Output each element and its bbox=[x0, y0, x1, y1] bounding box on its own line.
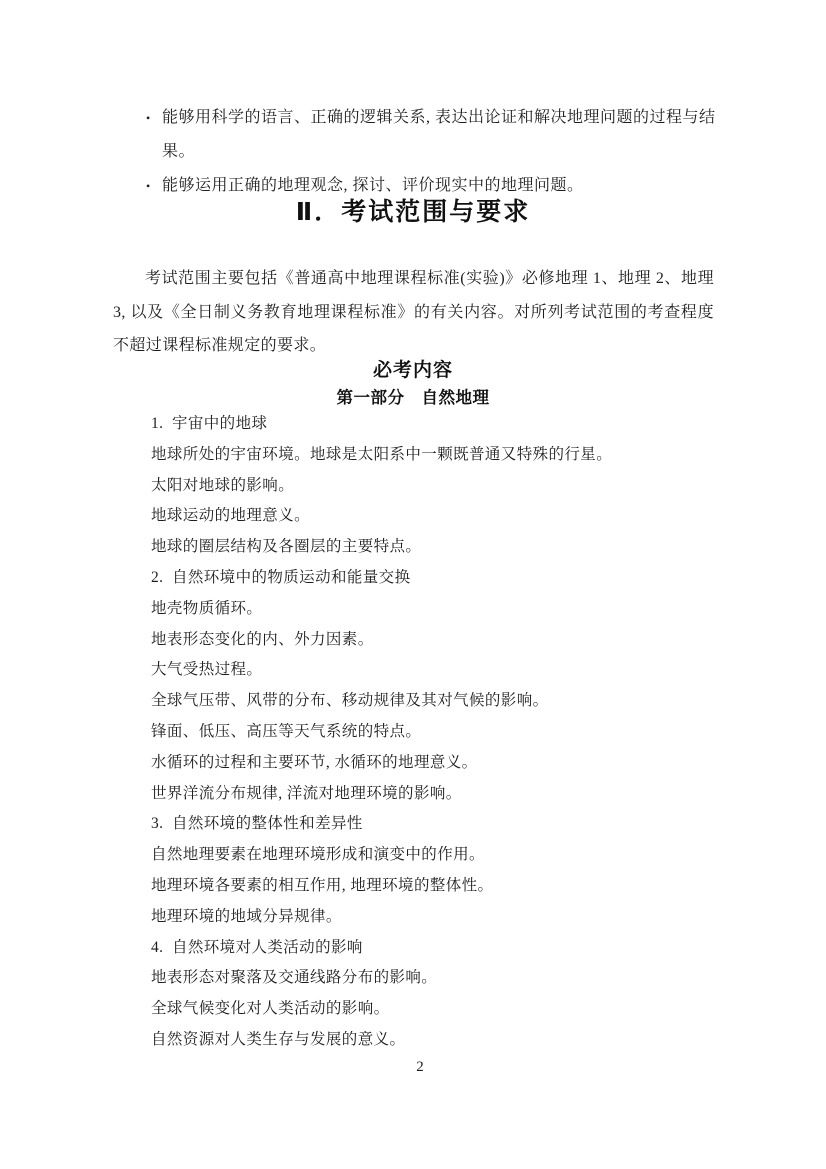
content-line: 4. 自然环境对人类活动的影响 bbox=[151, 938, 363, 956]
bullet-icon: • bbox=[146, 179, 151, 193]
ability-bullet-list bbox=[146, 101, 716, 203]
intro-paragraph: 考试范围主要包括《普通高中地理课程标准(实验)》必修地理 1、地理 2、地理 3, 以及《全日制义务教育地理课程标准》的有关内容。对所列考试范围的考查程度不超过课程标准规定的要求。 bbox=[113, 270, 714, 354]
content-line: 地壳物质循环。 bbox=[151, 599, 263, 617]
content-line: 全球气压带、风带的分布、移动规律及其对气候的影响。 bbox=[151, 692, 549, 710]
content-line: 全球气候变化对人类活动的影响。 bbox=[151, 1000, 390, 1018]
page-number: 2 bbox=[416, 1059, 424, 1075]
content-line: 地表形态对聚落及交通线路分布的影响。 bbox=[151, 969, 438, 987]
part-one-title: 第一部分 自然地理 bbox=[336, 389, 490, 407]
content-line: 地球的圈层结构及各圈层的主要特点。 bbox=[151, 538, 422, 556]
content-line: 世界洋流分布规律, 洋流对地理环境的影响。 bbox=[151, 784, 462, 802]
content-line: 地理环境各要素的相互作用, 地理环境的整体性。 bbox=[151, 876, 494, 894]
content-line: 2. 自然环境中的物质运动和能量交换 bbox=[151, 568, 411, 586]
content-line: 大气受热过程。 bbox=[151, 661, 263, 679]
required-content-title: 必考内容 bbox=[372, 360, 453, 381]
bullet-text: 能够用科学的语言、正确的逻辑关系, 表达出论证和解决地理问题的过程与结果。 bbox=[162, 109, 716, 160]
content-line: 水循环的过程和主要环节, 水循环的地理意义。 bbox=[151, 753, 478, 771]
content-line: 地理环境的地域分异规律。 bbox=[151, 907, 342, 925]
bullet-text: 能够运用正确的地理观念, 探讨、评价现实中的地理问题。 bbox=[162, 177, 584, 194]
section-heading: Ⅱ．考试范围与要求 bbox=[295, 198, 531, 226]
content-line: 地球运动的地理意义。 bbox=[151, 507, 311, 525]
content-line: 地球所处的宇宙环境。地球是太阳系中一颗既普通又特殊的行星。 bbox=[151, 445, 613, 463]
content-line: 自然地理要素在地理环境形成和演变中的作用。 bbox=[151, 846, 485, 864]
bullet-item bbox=[146, 101, 716, 169]
content-line: 地表形态变化的内、外力因素。 bbox=[151, 630, 374, 648]
content-line: 锋面、低压、高压等天气系统的特点。 bbox=[151, 722, 422, 740]
content-line: 1. 宇宙中的地球 bbox=[151, 415, 268, 432]
content-line: 太阳对地球的影响。 bbox=[151, 476, 295, 494]
content-line: 自然资源对人类生存与发展的意义。 bbox=[151, 1030, 406, 1048]
content-line: 3. 自然环境的整体性和差异性 bbox=[151, 815, 363, 833]
bullet-icon: • bbox=[146, 111, 151, 125]
content-outline bbox=[113, 409, 719, 1056]
